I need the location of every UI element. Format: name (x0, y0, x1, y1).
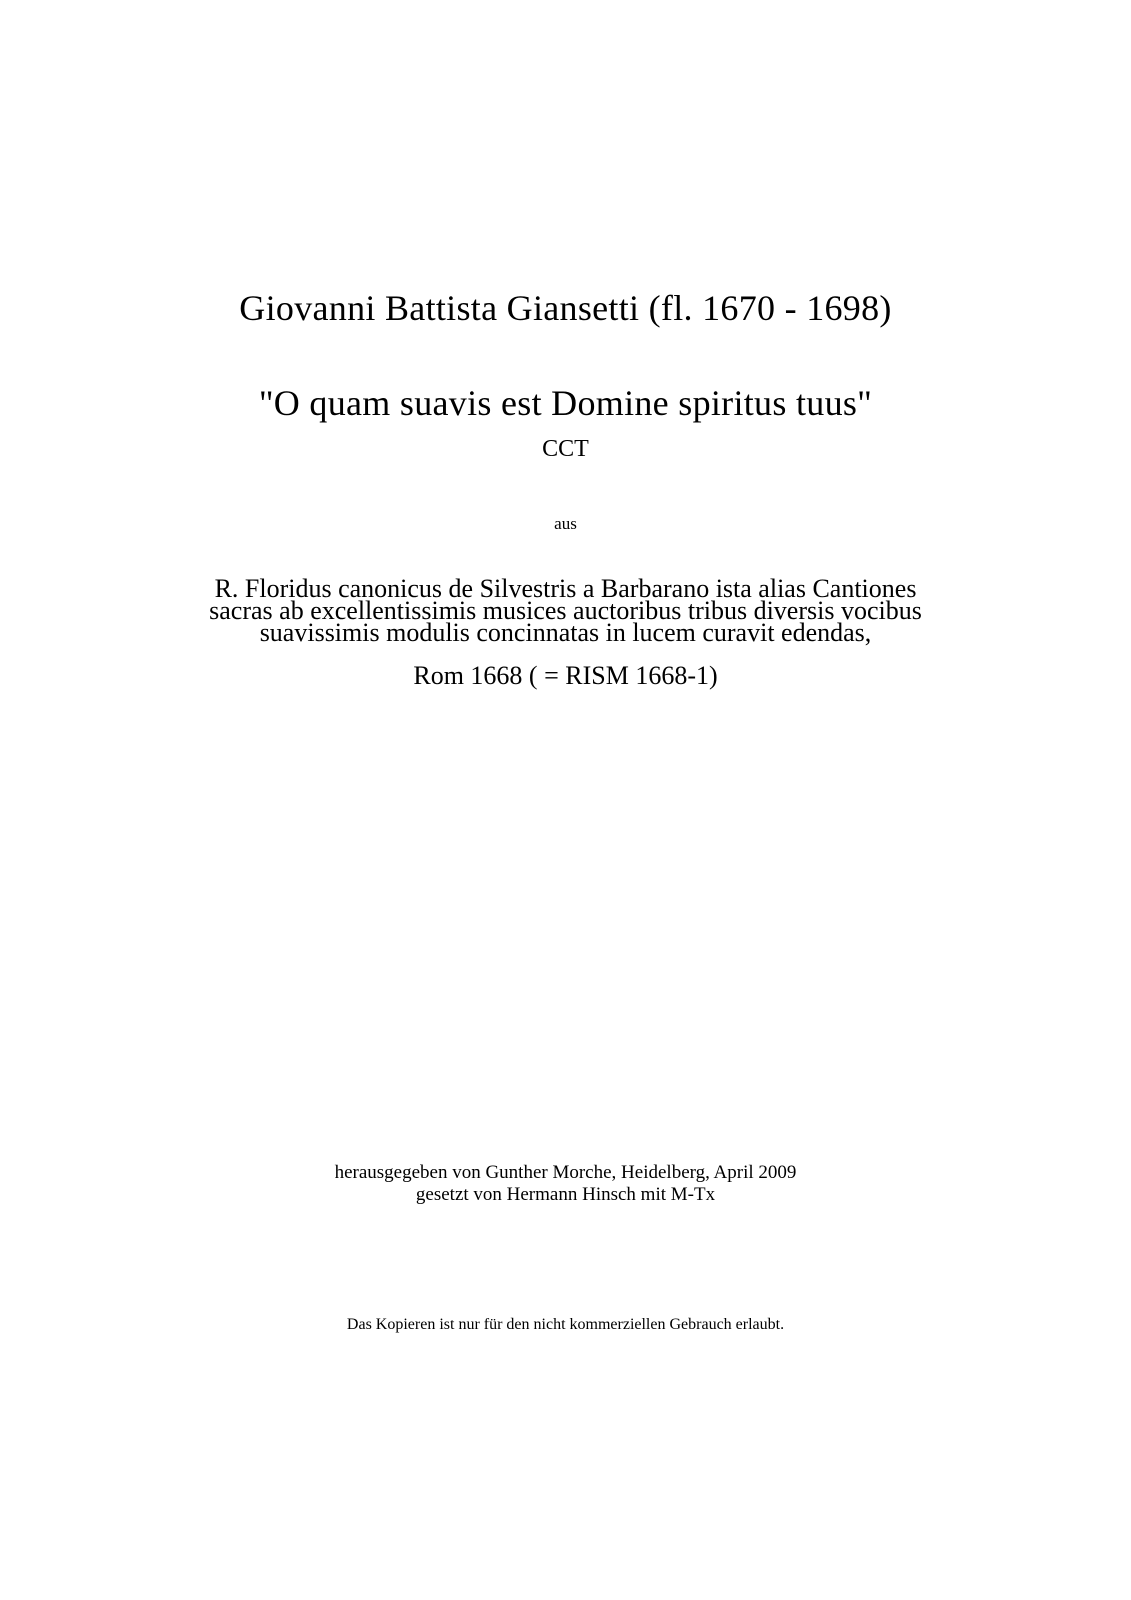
source-description (0, 574, 1131, 647)
source-line-1: R. Floridus canonicus de Silvestris a Barbarano ista alias Cantiones (214, 574, 917, 603)
from-label: aus (554, 514, 577, 533)
composer-heading: Giovanni Battista Giansetti (fl. 1670 - 1698) (239, 288, 892, 328)
credits-block (0, 1162, 1131, 1206)
typesetter-credit: gesetzt von Hermann Hinsch mit M-Tx (415, 1184, 716, 1205)
work-title: "O quam suavis est Domine spiritus tuus" (258, 383, 873, 423)
voicing-label: CCT (542, 436, 589, 462)
source-line-3: suavissimis modulis concinnatas in lucem curavit edendas, (259, 618, 872, 647)
copyright-notice: Das Kopieren ist nur für den nicht kommerziellen Gebrauch erlaubt. (346, 1316, 785, 1333)
editor-credit: herausgegeben von Gunther Morche, Heidelberg, April 2009 (334, 1162, 797, 1183)
source-line-2: sacras ab excellentissimis musices auctoribus tribus diversis vocibus (209, 596, 922, 625)
source-imprint: Rom 1668 ( = RISM 1668-1) (413, 661, 718, 690)
